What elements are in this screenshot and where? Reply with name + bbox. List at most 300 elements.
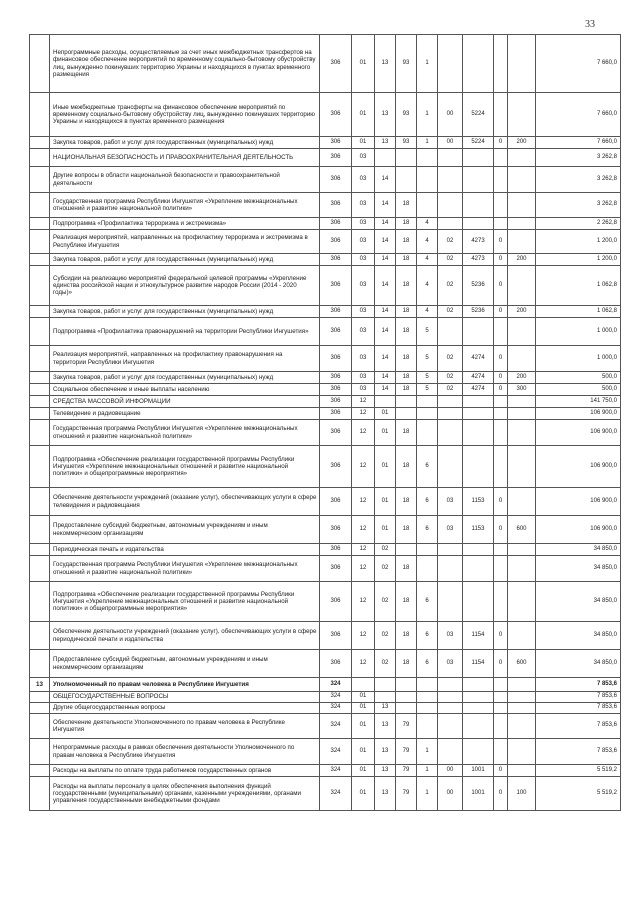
row-description: Закупка товаров, работ и услуг для государственных (муниципальных) нужд: [50, 372, 320, 384]
row-code-c2: 12: [352, 556, 375, 582]
row-code-c9: 200: [508, 254, 536, 266]
row-number: [30, 650, 50, 678]
row-code-c2: 12: [352, 650, 375, 678]
row-amount: 106 900,0: [536, 516, 621, 544]
row-code-c6: [438, 714, 463, 739]
row-code-c2: 12: [352, 420, 375, 446]
row-code-c1: 306: [320, 516, 352, 544]
row-code-c9: [508, 714, 536, 739]
row-code-c3: 14: [375, 372, 396, 384]
row-code-c9: [508, 35, 536, 93]
row-description: Расходы на выплаты персоналу в целях обеспечения выполнения функций государственными (муниципальными) органами, казенными учреждениями, органами управления государственными внебюджетными фондами: [50, 777, 320, 811]
row-code-c2: 03: [352, 254, 375, 266]
row-description: Обеспечение деятельности учреждений (оказание услуг), обеспечивающих услуги в сфере телевидения и радиовещания: [50, 488, 320, 516]
row-amount: 7 853,6: [536, 678, 621, 692]
row-code-c1: 306: [320, 488, 352, 516]
table-row: [30, 193, 621, 218]
row-code-c7: 1001: [463, 777, 494, 811]
row-amount: 34 850,0: [536, 650, 621, 678]
row-code-c1: 324: [320, 765, 352, 777]
row-amount: 1 200,0: [536, 230, 621, 254]
row-code-c4: 18: [396, 318, 417, 346]
row-code-c9: [508, 765, 536, 777]
table-row: [30, 516, 621, 544]
row-code-c8: [494, 167, 508, 193]
row-code-c2: 03: [352, 372, 375, 384]
row-code-c3: 14: [375, 384, 396, 396]
table-row: [30, 254, 621, 266]
row-code-c6: [438, 692, 463, 703]
row-code-c8: [494, 193, 508, 218]
row-code-c8: [494, 420, 508, 446]
table-row: [30, 218, 621, 230]
row-code-c5: 6: [417, 622, 438, 650]
row-code-c3: 01: [375, 488, 396, 516]
row-code-c9: [508, 582, 536, 622]
row-code-c5: 5: [417, 346, 438, 372]
row-code-c7: [463, 193, 494, 218]
row-code-c4: [396, 692, 417, 703]
row-code-c8: 0: [494, 306, 508, 318]
row-code-c8: [494, 739, 508, 765]
row-code-c1: 306: [320, 650, 352, 678]
row-code-c6: [438, 420, 463, 446]
row-code-c1: 306: [320, 372, 352, 384]
row-code-c3: 01: [375, 446, 396, 488]
row-code-c2: 01: [352, 703, 375, 714]
row-code-c8: [494, 582, 508, 622]
row-code-c2: 03: [352, 167, 375, 193]
row-code-c4: [396, 408, 417, 420]
row-amount: 5 519,2: [536, 777, 621, 811]
row-code-c6: 03: [438, 516, 463, 544]
row-code-c8: [494, 93, 508, 137]
row-code-c1: 306: [320, 93, 352, 137]
row-number: [30, 193, 50, 218]
row-code-c3: 14: [375, 306, 396, 318]
row-code-c4: 79: [396, 739, 417, 765]
row-code-c3: 01: [375, 408, 396, 420]
row-code-c9: [508, 544, 536, 556]
row-code-c1: 306: [320, 318, 352, 346]
row-code-c5: 6: [417, 488, 438, 516]
row-number: [30, 714, 50, 739]
row-amount: 34 850,0: [536, 622, 621, 650]
table-row: [30, 650, 621, 678]
row-number: [30, 544, 50, 556]
row-description: Закупка товаров, работ и услуг для государственных (муниципальных) нужд: [50, 254, 320, 266]
row-code-c4: 18: [396, 306, 417, 318]
row-code-c9: [508, 556, 536, 582]
row-code-c7: 5224: [463, 137, 494, 149]
row-amount: 7 660,0: [536, 137, 621, 149]
row-description: СРЕДСТВА МАССОВОЙ ИНФОРМАЦИИ: [50, 396, 320, 408]
table-row: [30, 488, 621, 516]
row-code-c1: 306: [320, 35, 352, 93]
row-code-c8: [494, 692, 508, 703]
row-code-c2: 01: [352, 777, 375, 811]
row-code-c1: 306: [320, 384, 352, 396]
table-row: [30, 396, 621, 408]
row-description: Иные межбюджетные трансферты на финансовое обеспечение мероприятий по временному социально-бытовому обустройству лиц, вынужденно покинувших территорию Украины и находящихся в пунктах временного размещения: [50, 93, 320, 137]
row-code-c1: 306: [320, 544, 352, 556]
row-code-c9: [508, 396, 536, 408]
row-code-c5: [417, 167, 438, 193]
row-code-c1: 306: [320, 420, 352, 446]
row-code-c6: 02: [438, 372, 463, 384]
row-amount: 7 660,0: [536, 35, 621, 93]
row-code-c7: 4274: [463, 384, 494, 396]
row-amount: 1 200,0: [536, 254, 621, 266]
row-code-c5: [417, 149, 438, 167]
row-code-c7: [463, 714, 494, 739]
table-row: [30, 582, 621, 622]
row-code-c5: [417, 692, 438, 703]
row-code-c4: 18: [396, 488, 417, 516]
row-amount: 3 262,8: [536, 149, 621, 167]
row-code-c7: 5236: [463, 306, 494, 318]
row-code-c1: 306: [320, 167, 352, 193]
row-code-c4: 18: [396, 446, 417, 488]
row-number: [30, 346, 50, 372]
table-row: [30, 372, 621, 384]
table-row: [30, 678, 621, 692]
row-code-c6: [438, 149, 463, 167]
row-amount: 2 262,8: [536, 218, 621, 230]
row-code-c5: 1: [417, 35, 438, 93]
row-code-c3: 14: [375, 218, 396, 230]
row-number: 13: [30, 678, 50, 692]
row-code-c4: 18: [396, 193, 417, 218]
row-code-c4: 79: [396, 765, 417, 777]
row-code-c3: 14: [375, 254, 396, 266]
row-code-c7: [463, 420, 494, 446]
row-code-c9: [508, 420, 536, 446]
row-code-c1: 324: [320, 714, 352, 739]
row-number: [30, 556, 50, 582]
row-code-c7: [463, 678, 494, 692]
row-code-c8: 0: [494, 230, 508, 254]
row-amount: 106 900,0: [536, 408, 621, 420]
table-row: [30, 692, 621, 703]
row-code-c1: 306: [320, 622, 352, 650]
row-code-c9: [508, 346, 536, 372]
row-code-c5: 4: [417, 306, 438, 318]
row-code-c6: 00: [438, 765, 463, 777]
row-code-c4: 18: [396, 582, 417, 622]
row-code-c4: 79: [396, 714, 417, 739]
row-code-c4: 79: [396, 777, 417, 811]
table-row: [30, 544, 621, 556]
row-code-c3: 13: [375, 739, 396, 765]
row-code-c9: [508, 703, 536, 714]
row-code-c9: 300: [508, 384, 536, 396]
row-number: [30, 254, 50, 266]
row-code-c4: 18: [396, 372, 417, 384]
table-row: [30, 318, 621, 346]
row-code-c5: 4: [417, 254, 438, 266]
budget-table: [29, 34, 621, 811]
row-code-c5: 6: [417, 582, 438, 622]
table-row: [30, 714, 621, 739]
row-code-c5: [417, 544, 438, 556]
table-row: [30, 167, 621, 193]
table-row: [30, 149, 621, 167]
table-row: [30, 230, 621, 254]
row-code-c8: 0: [494, 346, 508, 372]
row-code-c8: [494, 714, 508, 739]
row-code-c9: [508, 93, 536, 137]
table-row: [30, 777, 621, 811]
row-code-c9: 200: [508, 137, 536, 149]
row-code-c1: 306: [320, 556, 352, 582]
row-code-c7: [463, 556, 494, 582]
row-code-c4: 18: [396, 266, 417, 306]
row-amount: 7 853,6: [536, 703, 621, 714]
row-code-c9: 100: [508, 777, 536, 811]
row-amount: 1 062,8: [536, 306, 621, 318]
row-code-c2: 12: [352, 488, 375, 516]
table-row: [30, 420, 621, 446]
row-code-c5: 4: [417, 218, 438, 230]
row-code-c9: 600: [508, 516, 536, 544]
row-description: НАЦИОНАЛЬНАЯ БЕЗОПАСНОСТЬ И ПРАВООХРАНИТЕЛЬНАЯ ДЕЯТЕЛЬНОСТЬ: [50, 149, 320, 167]
row-number: [30, 408, 50, 420]
row-code-c2: [352, 678, 375, 692]
row-code-c5: [417, 714, 438, 739]
row-code-c5: 1: [417, 739, 438, 765]
row-code-c2: 01: [352, 739, 375, 765]
row-number: [30, 516, 50, 544]
table-row: [30, 306, 621, 318]
row-code-c2: 03: [352, 318, 375, 346]
row-code-c7: [463, 703, 494, 714]
table-row: [30, 266, 621, 306]
row-amount: 7 853,6: [536, 739, 621, 765]
row-amount: 1 062,8: [536, 266, 621, 306]
row-description: Обеспечение деятельности Уполномоченного по правам человека в Республике Ингушетия: [50, 714, 320, 739]
row-code-c6: 00: [438, 777, 463, 811]
row-code-c1: 306: [320, 254, 352, 266]
row-code-c2: 12: [352, 544, 375, 556]
row-description: ОБЩЕГОСУДАРСТВЕННЫЕ ВОПРОСЫ: [50, 692, 320, 703]
table-row: [30, 446, 621, 488]
row-code-c1: 306: [320, 266, 352, 306]
row-code-c3: 13: [375, 777, 396, 811]
row-number: [30, 488, 50, 516]
row-description: Телевидение и радиовещание: [50, 408, 320, 420]
row-code-c3: [375, 396, 396, 408]
row-description: Государственная программа Республики Ингушетия «Укрепление межнациональных отношений и развитие национальной политики»: [50, 556, 320, 582]
row-code-c4: [396, 678, 417, 692]
row-code-c6: [438, 703, 463, 714]
row-code-c3: [375, 678, 396, 692]
row-description: Другие общегосударственные вопросы: [50, 703, 320, 714]
row-code-c4: [396, 167, 417, 193]
row-code-c5: 5: [417, 372, 438, 384]
row-amount: 3 262,8: [536, 193, 621, 218]
row-code-c5: [417, 556, 438, 582]
row-number: [30, 622, 50, 650]
row-amount: 500,0: [536, 372, 621, 384]
row-amount: 1 000,0: [536, 318, 621, 346]
row-code-c9: [508, 218, 536, 230]
row-code-c9: [508, 266, 536, 306]
row-code-c3: 14: [375, 167, 396, 193]
row-code-c5: [417, 193, 438, 218]
row-description: Предоставление субсидий бюджетным, автономным учреждениям и иным некоммерческим организациям: [50, 650, 320, 678]
row-code-c7: [463, 218, 494, 230]
row-code-c6: 00: [438, 137, 463, 149]
row-code-c8: [494, 396, 508, 408]
row-code-c2: 12: [352, 622, 375, 650]
row-code-c8: 0: [494, 488, 508, 516]
row-number: [30, 739, 50, 765]
row-code-c5: 6: [417, 650, 438, 678]
row-code-c6: 02: [438, 346, 463, 372]
table-row: [30, 35, 621, 93]
row-description: Предоставление субсидий бюджетным, автономным учреждениям и иным некоммерческим организациям: [50, 516, 320, 544]
row-code-c8: [494, 703, 508, 714]
row-code-c4: [396, 396, 417, 408]
row-code-c9: [508, 678, 536, 692]
row-code-c4: 18: [396, 384, 417, 396]
row-code-c6: 02: [438, 306, 463, 318]
table-row: [30, 739, 621, 765]
row-code-c8: [494, 556, 508, 582]
row-code-c2: 01: [352, 137, 375, 149]
row-code-c7: [463, 318, 494, 346]
row-code-c3: 13: [375, 93, 396, 137]
row-code-c4: 93: [396, 35, 417, 93]
row-code-c6: 02: [438, 384, 463, 396]
row-code-c1: 324: [320, 703, 352, 714]
row-code-c1: 324: [320, 739, 352, 765]
row-code-c8: 0: [494, 266, 508, 306]
row-code-c4: 18: [396, 230, 417, 254]
row-code-c8: 0: [494, 777, 508, 811]
table-row: [30, 703, 621, 714]
row-code-c9: [508, 622, 536, 650]
row-code-c7: 5236: [463, 266, 494, 306]
row-code-c3: 13: [375, 703, 396, 714]
row-code-c1: 306: [320, 306, 352, 318]
row-code-c5: 4: [417, 266, 438, 306]
row-code-c6: 03: [438, 650, 463, 678]
row-code-c8: [494, 678, 508, 692]
row-code-c9: [508, 230, 536, 254]
row-description: Государственная программа Республики Ингушетия «Укрепление межнациональных отношений и развитие национальной политики»: [50, 420, 320, 446]
row-code-c7: 4274: [463, 346, 494, 372]
row-code-c9: [508, 318, 536, 346]
row-code-c1: 306: [320, 582, 352, 622]
row-amount: 106 900,0: [536, 488, 621, 516]
row-code-c7: 1153: [463, 488, 494, 516]
row-description: Непрограммные расходы, осуществляемые за счет иных межбюджетных трансфертов на финансовое обеспечение мероприятий по временному социально-бытовому обустройству лиц, вынужденно покинувших территорию Украины и находящихся в пунктах временного размещения: [50, 35, 320, 93]
row-code-c8: [494, 544, 508, 556]
row-amount: 1 000,0: [536, 346, 621, 372]
row-amount: 7 853,6: [536, 692, 621, 703]
row-code-c3: 02: [375, 556, 396, 582]
row-code-c2: 03: [352, 149, 375, 167]
row-code-c3: 14: [375, 266, 396, 306]
row-description: Расходы на выплаты по оплате труда работников государственных органов: [50, 765, 320, 777]
row-code-c6: 00: [438, 93, 463, 137]
row-code-c4: 18: [396, 516, 417, 544]
row-code-c7: [463, 167, 494, 193]
row-amount: 500,0: [536, 384, 621, 396]
row-description: Государственная программа Республики Ингушетия «Укрепление межнациональных отношений и развитие национальной политики»: [50, 193, 320, 218]
row-code-c7: 1153: [463, 516, 494, 544]
row-code-c7: 5224: [463, 93, 494, 137]
row-code-c6: [438, 318, 463, 346]
row-code-c9: [508, 488, 536, 516]
row-code-c6: [438, 396, 463, 408]
row-code-c3: 02: [375, 582, 396, 622]
row-code-c3: 13: [375, 137, 396, 149]
row-code-c3: 14: [375, 193, 396, 218]
row-code-c6: 02: [438, 230, 463, 254]
row-code-c6: [438, 582, 463, 622]
row-description: Субсидии на реализацию мероприятий федеральной целевой программы «Укрепление единства российской нации и этнокультурное развитие народов России (2014 - 2020 годы)»: [50, 266, 320, 306]
row-number: [30, 777, 50, 811]
table-row: [30, 137, 621, 149]
row-code-c1: 306: [320, 193, 352, 218]
row-description: Подпрограмма «Профилактика терроризма и экстремизма»: [50, 218, 320, 230]
row-code-c8: 0: [494, 254, 508, 266]
row-code-c8: [494, 218, 508, 230]
row-description: Другие вопросы в области национальной безопасности и правоохранительной деятельности: [50, 167, 320, 193]
row-code-c5: 6: [417, 446, 438, 488]
row-code-c1: 306: [320, 230, 352, 254]
row-amount: 141 750,0: [536, 396, 621, 408]
row-code-c8: [494, 318, 508, 346]
row-amount: 7 660,0: [536, 93, 621, 137]
row-code-c8: [494, 35, 508, 93]
row-description: Обеспечение деятельности учреждений (оказание услуг), обеспечивающих услуги в сфере периодической печати и издательства: [50, 622, 320, 650]
row-description: Подпрограмма «Профилактика правонарушений на территории Республики Ингушетия»: [50, 318, 320, 346]
row-code-c4: 93: [396, 93, 417, 137]
row-code-c7: [463, 408, 494, 420]
row-code-c6: [438, 167, 463, 193]
row-description: Закупка товаров, работ и услуг для государственных (муниципальных) нужд: [50, 306, 320, 318]
row-code-c3: 13: [375, 765, 396, 777]
row-amount: 7 853,6: [536, 714, 621, 739]
row-code-c2: 12: [352, 396, 375, 408]
row-number: [30, 582, 50, 622]
table-row: [30, 93, 621, 137]
row-code-c4: 18: [396, 218, 417, 230]
page-number: 33: [585, 19, 595, 30]
row-code-c2: 01: [352, 714, 375, 739]
row-code-c2: 03: [352, 218, 375, 230]
row-code-c5: 5: [417, 318, 438, 346]
row-code-c3: [375, 692, 396, 703]
row-code-c8: [494, 408, 508, 420]
row-number: [30, 396, 50, 408]
row-code-c9: [508, 446, 536, 488]
row-code-c5: [417, 408, 438, 420]
row-code-c3: 14: [375, 230, 396, 254]
row-code-c1: 324: [320, 777, 352, 811]
row-code-c2: 12: [352, 582, 375, 622]
row-description: Закупка товаров, работ и услуг для государственных (муниципальных) нужд: [50, 137, 320, 149]
row-code-c3: 01: [375, 420, 396, 446]
row-code-c9: [508, 149, 536, 167]
row-code-c1: 324: [320, 692, 352, 703]
row-code-c9: [508, 408, 536, 420]
row-code-c6: [438, 408, 463, 420]
